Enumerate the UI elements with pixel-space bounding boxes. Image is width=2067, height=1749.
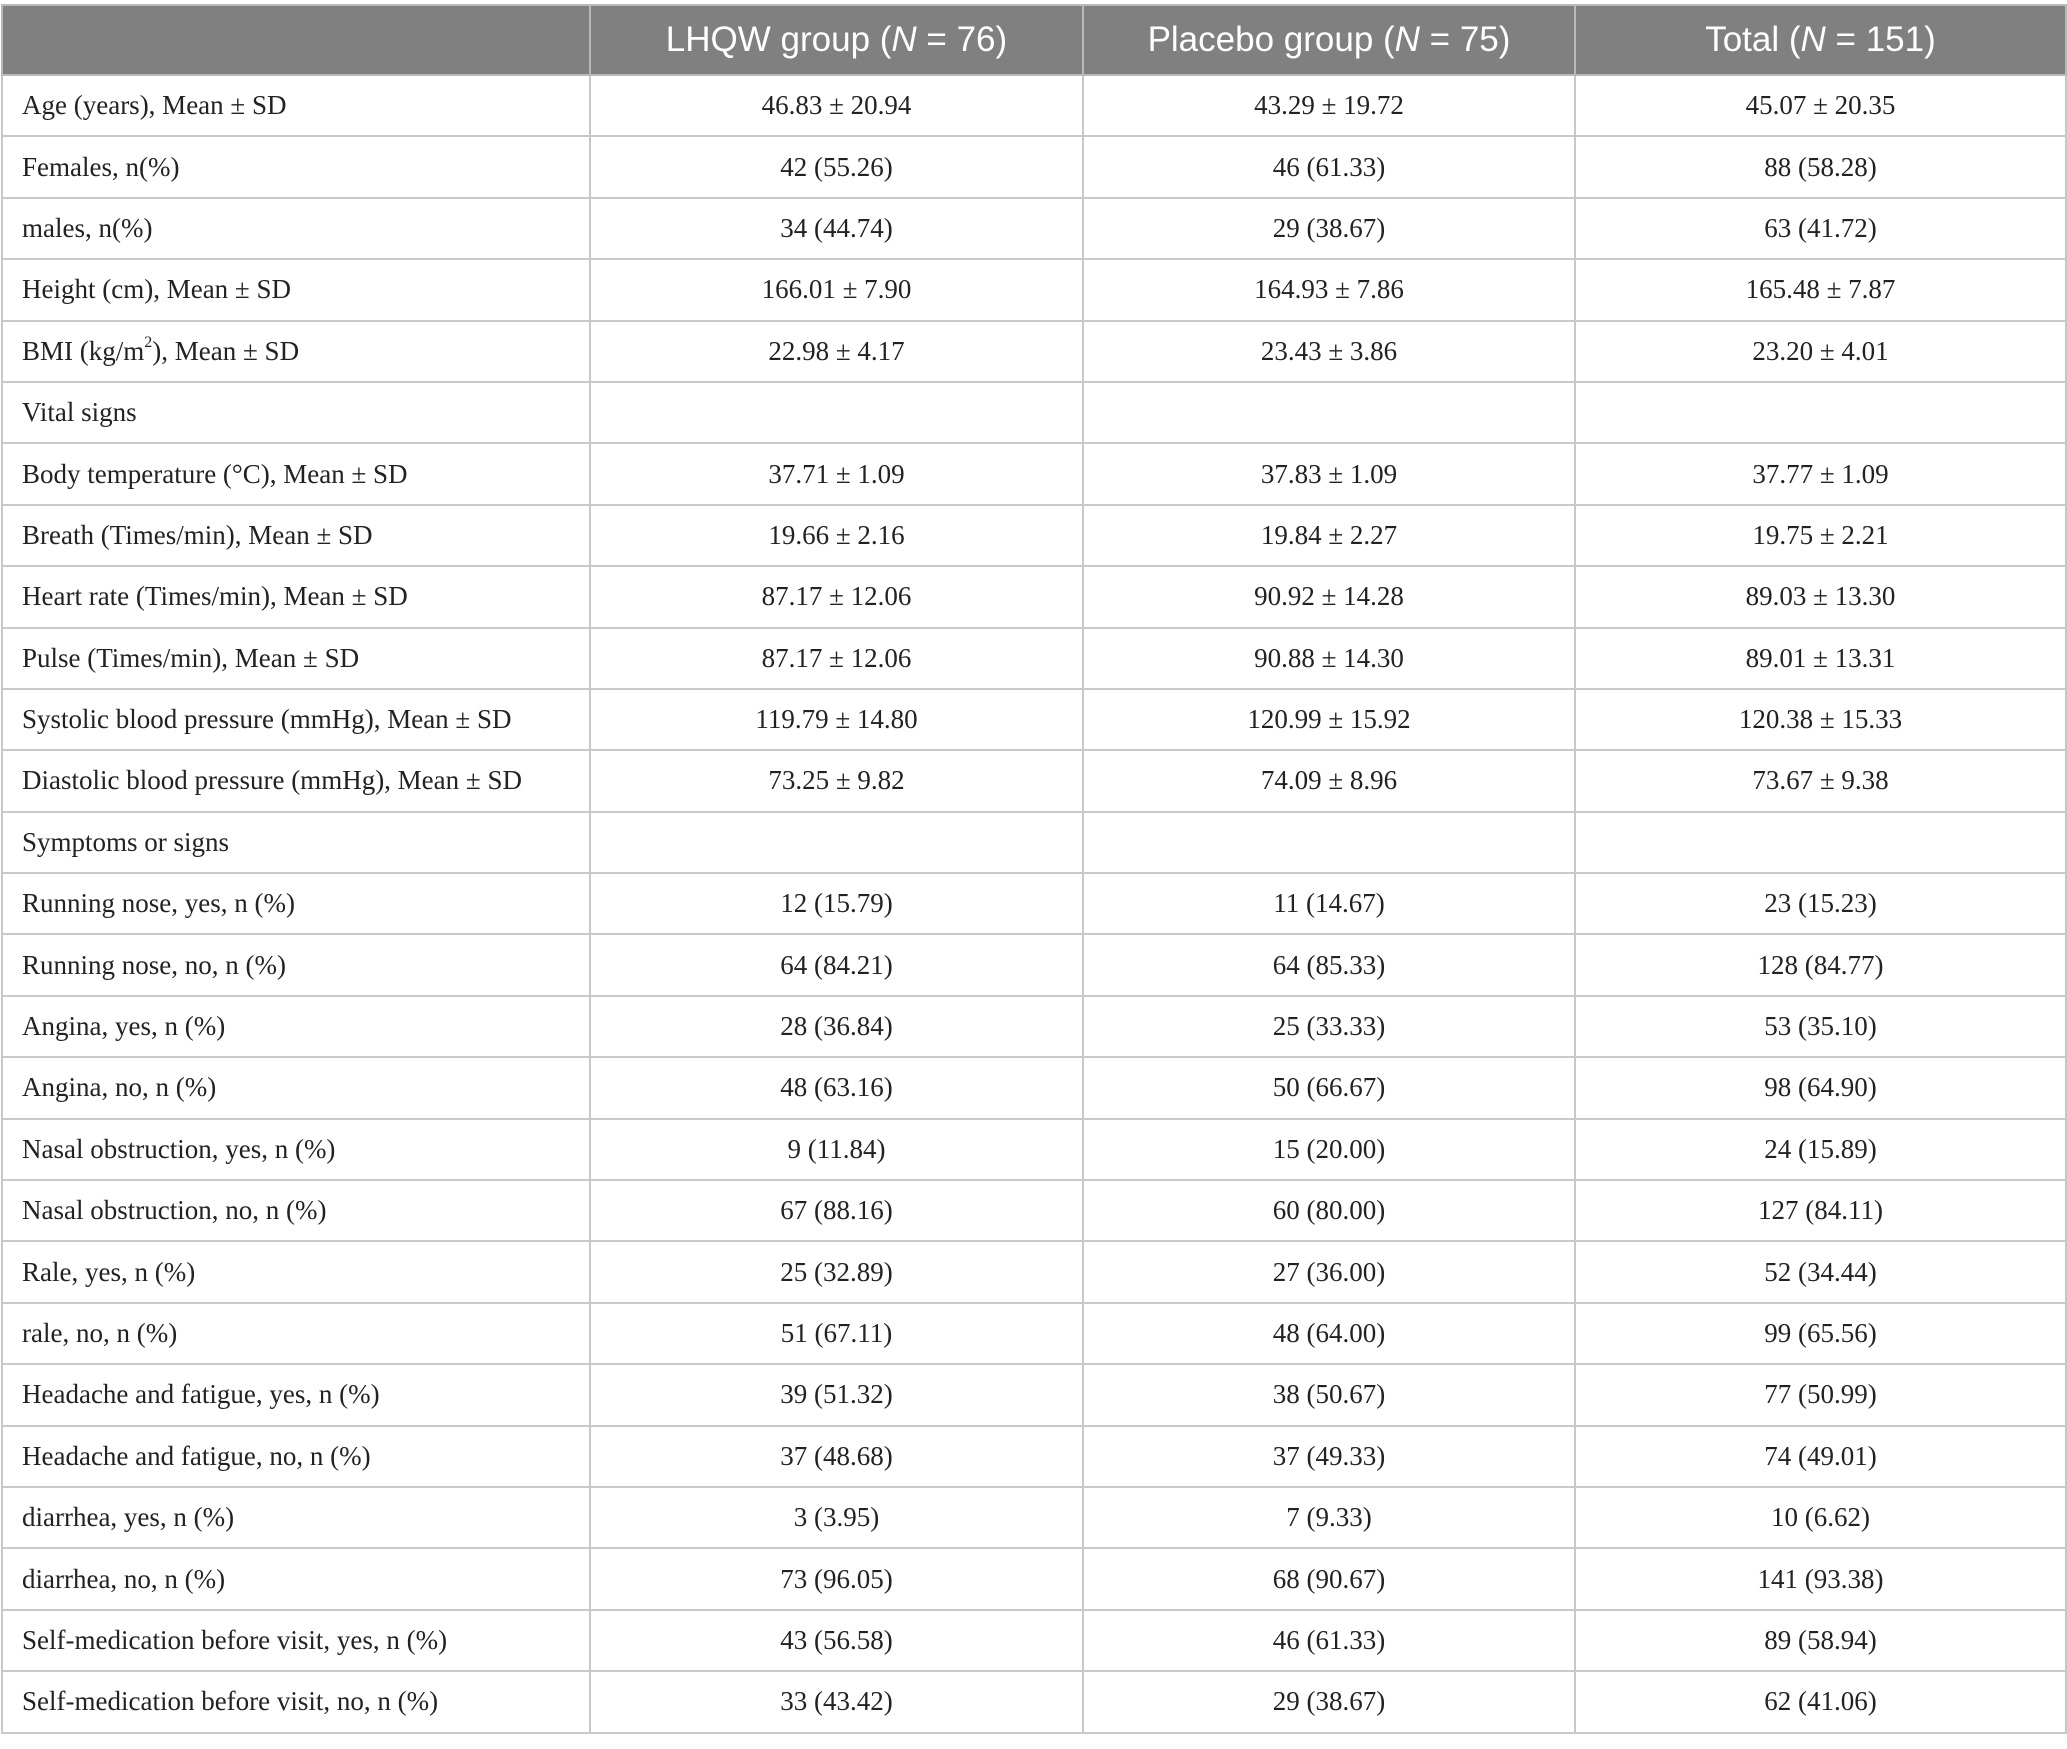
row-label-cell: Symptoms or signs <box>2 812 590 873</box>
lhqw-value-cell: 87.17 ± 12.06 <box>590 566 1083 627</box>
header-lhqw-pre: LHQW group ( <box>665 20 892 59</box>
row-label-cell: Headache and fatigue, yes, n (%) <box>2 1364 590 1425</box>
header-lhqw-group <box>590 5 1083 75</box>
header-row <box>2 5 2066 75</box>
total-value-cell: 24 (15.89) <box>1575 1119 2066 1180</box>
row-label-cell: Body temperature (°C), Mean ± SD <box>2 443 590 504</box>
total-value-cell: 63 (41.72) <box>1575 198 2066 259</box>
total-value-cell: 141 (93.38) <box>1575 1548 2066 1609</box>
table-row <box>2 934 2066 995</box>
placebo-value-cell: 164.93 ± 7.86 <box>1083 259 1575 320</box>
lhqw-value-cell: 22.98 ± 4.17 <box>590 321 1083 382</box>
header-placebo-n: N <box>1394 20 1420 59</box>
placebo-value-cell: 74.09 ± 8.96 <box>1083 750 1575 811</box>
row-label-cell: Running nose, yes, n (%) <box>2 873 590 934</box>
total-value-cell: 52 (34.44) <box>1575 1241 2066 1302</box>
total-value-cell: 89.01 ± 13.31 <box>1575 628 2066 689</box>
placebo-value-cell: 25 (33.33) <box>1083 996 1575 1057</box>
lhqw-value-cell: 33 (43.42) <box>590 1671 1083 1732</box>
placebo-value-cell: 48 (64.00) <box>1083 1303 1575 1364</box>
row-label-cell: Nasal obstruction, yes, n (%) <box>2 1119 590 1180</box>
lhqw-value-cell: 19.66 ± 2.16 <box>590 505 1083 566</box>
table-header <box>2 5 2066 75</box>
placebo-value-cell: 19.84 ± 2.27 <box>1083 505 1575 566</box>
row-label-cell: males, n(%) <box>2 198 590 259</box>
total-value-cell: 74 (49.01) <box>1575 1426 2066 1487</box>
table-row <box>2 321 2066 382</box>
row-label-cell: Height (cm), Mean ± SD <box>2 259 590 320</box>
row-label-cell: Rale, yes, n (%) <box>2 1241 590 1302</box>
total-value-cell <box>1575 382 2066 443</box>
baseline-characteristics-table <box>1 4 2067 1734</box>
lhqw-value-cell <box>590 812 1083 873</box>
table-row <box>2 259 2066 320</box>
lhqw-value-cell: 12 (15.79) <box>590 873 1083 934</box>
table-row <box>2 812 2066 873</box>
placebo-value-cell: 68 (90.67) <box>1083 1548 1575 1609</box>
placebo-value-cell: 38 (50.67) <box>1083 1364 1575 1425</box>
lhqw-value-cell: 87.17 ± 12.06 <box>590 628 1083 689</box>
table-row <box>2 996 2066 1057</box>
lhqw-value-cell <box>590 382 1083 443</box>
row-label-cell: Pulse (Times/min), Mean ± SD <box>2 628 590 689</box>
total-value-cell: 53 (35.10) <box>1575 996 2066 1057</box>
total-value-cell: 88 (58.28) <box>1575 136 2066 197</box>
lhqw-value-cell: 37 (48.68) <box>590 1426 1083 1487</box>
total-value-cell: 89 (58.94) <box>1575 1610 2066 1671</box>
table-row <box>2 750 2066 811</box>
header-total-post: = 151) <box>1825 20 1936 59</box>
total-value-cell: 37.77 ± 1.09 <box>1575 443 2066 504</box>
table-body <box>2 75 2066 1733</box>
row-label-cell: BMI $(kg/m^2)$, Mean ± SD <box>2 321 590 382</box>
total-value-cell: 165.48 ± 7.87 <box>1575 259 2066 320</box>
row-label-cell: diarrhea, no, n (%) <box>2 1548 590 1609</box>
row-label-cell: Females, n(%) <box>2 136 590 197</box>
row-label-cell: Angina, no, n (%) <box>2 1057 590 1118</box>
lhqw-value-cell: 64 (84.21) <box>590 934 1083 995</box>
header-total-pre: Total ( <box>1705 20 1801 59</box>
placebo-value-cell: 90.92 ± 14.28 <box>1083 566 1575 627</box>
table-row <box>2 198 2066 259</box>
lhqw-value-cell: 25 (32.89) <box>590 1241 1083 1302</box>
placebo-value-cell: 37 (49.33) <box>1083 1426 1575 1487</box>
placebo-value-cell: 60 (80.00) <box>1083 1180 1575 1241</box>
lhqw-value-cell: 42 (55.26) <box>590 136 1083 197</box>
placebo-value-cell: 64 (85.33) <box>1083 934 1575 995</box>
row-label-cell: Angina, yes, n (%) <box>2 996 590 1057</box>
superscript-2: 2 <box>144 333 153 351</box>
total-value-cell: 120.38 ± 15.33 <box>1575 689 2066 750</box>
row-label-cell: Systolic blood pressure (mmHg), Mean ± SD <box>2 689 590 750</box>
table-row <box>2 873 2066 934</box>
table-row <box>2 1364 2066 1425</box>
lhqw-value-cell: 9 (11.84) <box>590 1119 1083 1180</box>
row-label-cell: Self-medication before visit, yes, n (%) <box>2 1610 590 1671</box>
lhqw-value-cell: 51 (67.11) <box>590 1303 1083 1364</box>
row-label-cell: Diastolic blood pressure (mmHg), Mean ± SD <box>2 750 590 811</box>
header-placebo-pre: Placebo group ( <box>1147 20 1395 59</box>
row-label-cell: Heart rate (Times/min), Mean ± SD <box>2 566 590 627</box>
total-value-cell: 73.67 ± 9.38 <box>1575 750 2066 811</box>
table-row <box>2 1548 2066 1609</box>
lhqw-value-cell: 28 (36.84) <box>590 996 1083 1057</box>
row-label-cell: Headache and fatigue, no, n (%) <box>2 1426 590 1487</box>
placebo-value-cell: 43.29 ± 19.72 <box>1083 75 1575 136</box>
placebo-value-cell: 120.99 ± 15.92 <box>1083 689 1575 750</box>
lhqw-value-cell: 67 (88.16) <box>590 1180 1083 1241</box>
row-label-cell: Breath (Times/min), Mean ± SD <box>2 505 590 566</box>
lhqw-value-cell: 73 (96.05) <box>590 1548 1083 1609</box>
row-label-cell: Vital signs <box>2 382 590 443</box>
placebo-value-cell: 23.43 ± 3.86 <box>1083 321 1575 382</box>
lhqw-value-cell: 43 (56.58) <box>590 1610 1083 1671</box>
lhqw-value-cell: 39 (51.32) <box>590 1364 1083 1425</box>
header-lhqw-post: = 76) <box>916 20 1008 59</box>
baseline-table-container <box>1 4 2065 1734</box>
lhqw-value-cell: 46.83 ± 20.94 <box>590 75 1083 136</box>
table-row <box>2 1119 2066 1180</box>
header-placebo-group <box>1083 5 1575 75</box>
placebo-value-cell: 46 (61.33) <box>1083 1610 1575 1671</box>
table-row <box>2 1057 2066 1118</box>
lhqw-value-cell: 3 (3.95) <box>590 1487 1083 1548</box>
header-total-n: N <box>1800 20 1826 59</box>
lhqw-value-cell: 48 (63.16) <box>590 1057 1083 1118</box>
lhqw-value-cell: 166.01 ± 7.90 <box>590 259 1083 320</box>
table-row <box>2 1426 2066 1487</box>
total-value-cell: 89.03 ± 13.30 <box>1575 566 2066 627</box>
placebo-value-cell <box>1083 812 1575 873</box>
placebo-value-cell: 37.83 ± 1.09 <box>1083 443 1575 504</box>
row-label-cell: Nasal obstruction, no, n (%) <box>2 1180 590 1241</box>
table-row <box>2 136 2066 197</box>
header-lhqw-n: N <box>891 20 917 59</box>
table-row <box>2 75 2066 136</box>
placebo-value-cell: 29 (38.67) <box>1083 1671 1575 1732</box>
placebo-value-cell: 50 (66.67) <box>1083 1057 1575 1118</box>
table-row <box>2 1180 2066 1241</box>
table-row <box>2 689 2066 750</box>
lhqw-value-cell: 73.25 ± 9.82 <box>590 750 1083 811</box>
placebo-value-cell: 7 (9.33) <box>1083 1487 1575 1548</box>
table-row <box>2 1303 2066 1364</box>
table-row <box>2 505 2066 566</box>
total-value-cell: 62 (41.06) <box>1575 1671 2066 1732</box>
table-row <box>2 566 2066 627</box>
total-value-cell: 98 (64.90) <box>1575 1057 2066 1118</box>
row-label-cell: diarrhea, yes, n (%) <box>2 1487 590 1548</box>
placebo-value-cell: 15 (20.00) <box>1083 1119 1575 1180</box>
total-value-cell: 10 (6.62) <box>1575 1487 2066 1548</box>
total-value-cell: 45.07 ± 20.35 <box>1575 75 2066 136</box>
total-value-cell: 23.20 ± 4.01 <box>1575 321 2066 382</box>
table-row <box>2 628 2066 689</box>
row-label-cell: Age (years), Mean ± SD <box>2 75 590 136</box>
table-row <box>2 1487 2066 1548</box>
placebo-value-cell: 27 (36.00) <box>1083 1241 1575 1302</box>
placebo-value-cell <box>1083 382 1575 443</box>
row-label-cell: rale, no, n (%) <box>2 1303 590 1364</box>
total-value-cell: 19.75 ± 2.21 <box>1575 505 2066 566</box>
table-row <box>2 443 2066 504</box>
total-value-cell: 77 (50.99) <box>1575 1364 2066 1425</box>
table-row <box>2 382 2066 443</box>
placebo-value-cell: 29 (38.67) <box>1083 198 1575 259</box>
header-placebo-post: = 75) <box>1419 20 1511 59</box>
row-label-cell: Self-medication before visit, no, n (%) <box>2 1671 590 1732</box>
lhqw-value-cell: 34 (44.74) <box>590 198 1083 259</box>
total-value-cell: 23 (15.23) <box>1575 873 2066 934</box>
table-row <box>2 1610 2066 1671</box>
lhqw-value-cell: 119.79 ± 14.80 <box>590 689 1083 750</box>
header-label-column <box>2 5 590 75</box>
total-value-cell: 128 (84.77) <box>1575 934 2066 995</box>
row-label-cell: Running nose, no, n (%) <box>2 934 590 995</box>
table-row <box>2 1241 2066 1302</box>
total-value-cell <box>1575 812 2066 873</box>
placebo-value-cell: 11 (14.67) <box>1083 873 1575 934</box>
table-row <box>2 1671 2066 1732</box>
total-value-cell: 99 (65.56) <box>1575 1303 2066 1364</box>
header-total <box>1575 5 2066 75</box>
lhqw-value-cell: 37.71 ± 1.09 <box>590 443 1083 504</box>
placebo-value-cell: 90.88 ± 14.30 <box>1083 628 1575 689</box>
placebo-value-cell: 46 (61.33) <box>1083 136 1575 197</box>
total-value-cell: 127 (84.11) <box>1575 1180 2066 1241</box>
